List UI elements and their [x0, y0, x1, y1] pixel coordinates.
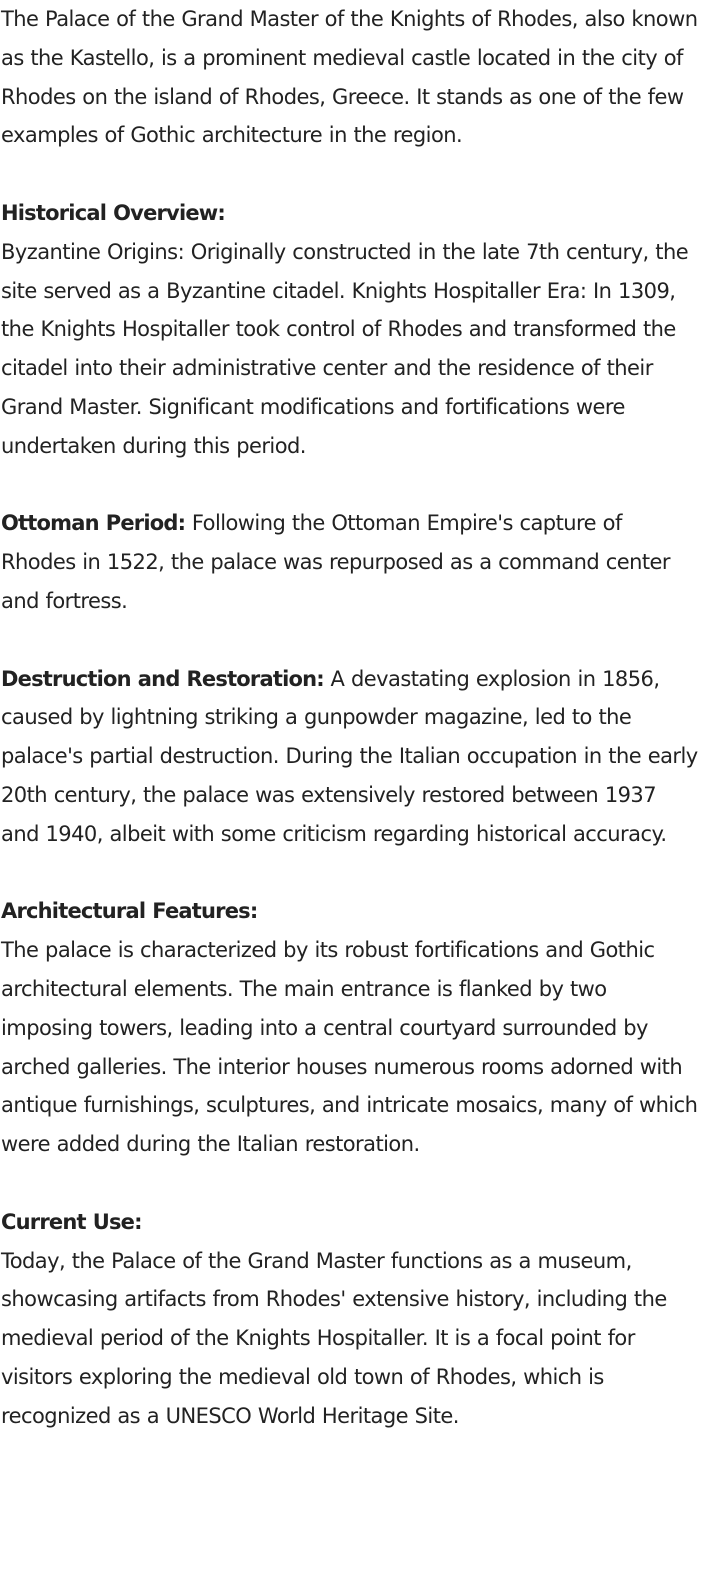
architectural-features-section	[1, 892, 698, 1164]
architectural-features-heading: Architectural Features:	[1, 899, 258, 924]
current-use-heading: Current Use:	[1, 1209, 142, 1234]
historical-overview-section	[1, 194, 698, 466]
intro-paragraph	[1, 0, 698, 155]
ottoman-period-heading: Ottoman Period:	[1, 511, 186, 536]
ottoman-period-text: Following the Ottoman Empire's capture of Rhodes in 1522, the palace was repurposed as a command center and fortress.	[1, 511, 671, 613]
intro-text: The Palace of the Grand Master of the Knights of Rhodes, also known as the Kastello, is a prominent medieval castle located in the city of Rhodes on the island of Rhodes, Greece. It stands as one of the few examples of Gothic architecture in the region.	[1, 7, 698, 148]
current-use-text: Today, the Palace of the Grand Master functions as a museum, showcasing artifacts from Rhodes' extensive history, including the medieval period of the Knights Hospitaller. It is a focal point for visitors exploring the medieval old town of Rhodes, which is recognized as a UNESCO World Heritage Site.	[1, 1248, 667, 1428]
destruction-restoration-section	[1, 660, 698, 854]
historical-overview-heading: Historical Overview:	[1, 200, 225, 225]
ottoman-period-section	[1, 504, 698, 620]
architectural-features-text: The palace is characterized by its robust fortifications and Gothic architectural elements. The main entrance is flanked by two imposing towers, leading into a central courtyard surrounded by arched galleries. The interior houses numerous rooms adorned with antique furnishings, sculptures, and intricate mosaics, many of which were added during the Italian restoration.	[1, 938, 698, 1157]
historical-overview-text: Byzantine Origins: Originally constructed in the late 7th century, the site served as a Byzantine citadel. Knights Hospitaller Era: In 1309, the Knights Hospitaller took control of Rhodes and transformed the citadel into their administrative center and the residence of their Grand Master. Significant modifications and fortifications were undertaken during this period.	[1, 239, 689, 458]
current-use-section	[1, 1203, 698, 1436]
destruction-restoration-text: A devastating explosion in 1856, caused by lightning striking a gunpowder magazine, led to the palace's partial destruction. During the Italian occupation in the early 20th century, the palace was extensively restored between 1937 and 1940, albeit with some criticism regarding historical accuracy.	[1, 666, 698, 846]
destruction-restoration-heading: Destruction and Restoration:	[1, 666, 324, 691]
